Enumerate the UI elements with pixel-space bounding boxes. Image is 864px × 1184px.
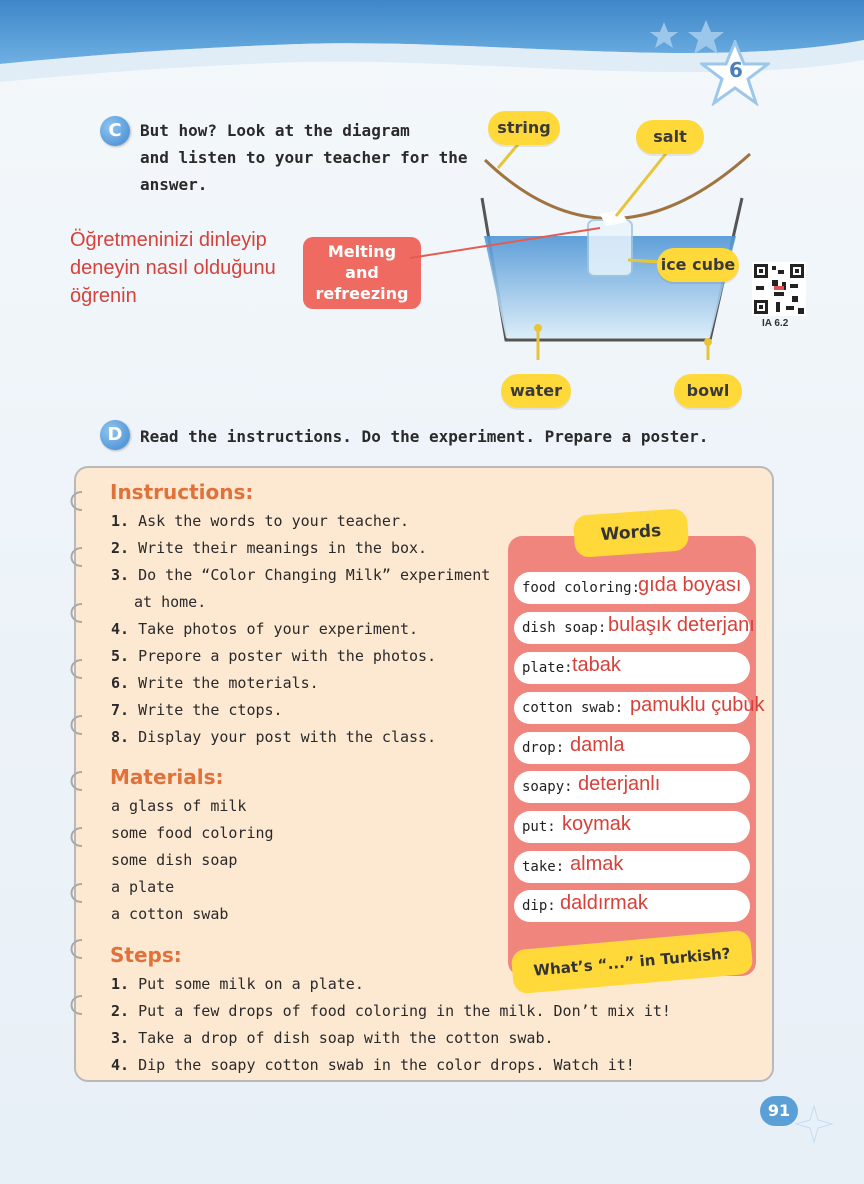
qr-code-icon[interactable] <box>752 262 806 316</box>
section-c-line-1: But how? Look at the diagram <box>140 121 410 140</box>
unit-number: 6 <box>729 58 743 82</box>
turkish-note-line: deneyin nasıl olduğunu <box>70 257 276 279</box>
section-d-text: Read the instructions. Do the experiment. Prepare a poster. <box>140 427 709 446</box>
section-c-badge: C <box>100 116 130 146</box>
process-label <box>303 237 421 309</box>
word-row <box>514 851 750 883</box>
word-row <box>514 692 765 724</box>
word-en: take: <box>522 859 565 875</box>
word-row <box>514 732 750 764</box>
label-string: string <box>488 111 560 145</box>
word-en: plate: <box>522 660 573 676</box>
word-en: dish soap: <box>522 620 607 636</box>
instruction-item: 1. Ask the words to your teacher. <box>111 512 410 530</box>
word-tr: almak <box>570 853 624 875</box>
word-tr: koymak <box>562 813 631 835</box>
word-tr: tabak <box>572 654 621 676</box>
qr-code-label: IA 6.2 <box>762 318 789 329</box>
word-tr: gıda boyası <box>638 574 742 596</box>
word-en: soapy: <box>522 779 573 795</box>
section-c-line-2: and listen to your teacher for the <box>140 148 468 167</box>
material-item: some dish soap <box>111 851 238 869</box>
steps-title: Steps: <box>110 943 182 967</box>
instruction-item: 5. Prepore a poster with the photos. <box>111 647 437 665</box>
instruction-item: 4. Take photos of your experiment. <box>111 620 419 638</box>
label-water: water <box>501 374 571 408</box>
word-en: food coloring: <box>522 580 641 596</box>
process-label-line: refreezing <box>315 284 409 303</box>
word-tr: damla <box>570 734 625 756</box>
sparkle-icon <box>794 1104 834 1144</box>
word-row <box>514 771 750 803</box>
bowl-diagram <box>410 110 760 360</box>
word-tr: daldırmak <box>560 892 648 914</box>
process-label-line: Melting <box>327 242 397 261</box>
instruction-item: 3. Do the “Color Changing Milk” experiment <box>111 566 491 584</box>
instruction-item: 8. Display your post with the class. <box>111 728 437 746</box>
materials-title: Materials: <box>110 765 224 789</box>
word-en: cotton swab: <box>522 700 624 716</box>
material-item: a plate <box>111 878 175 896</box>
instruction-item: 7. Write the ctops. <box>111 701 283 719</box>
instruction-item: 6. Write the moterials. <box>111 674 319 692</box>
step-item: 2. Put a few drops of food coloring in the milk. Don’t mix it! <box>111 1002 671 1020</box>
word-en: dip: <box>522 898 556 914</box>
step-item: 3. Take a drop of dish soap with the cotton swab. <box>111 1029 554 1047</box>
word-row <box>514 652 750 684</box>
instruction-item-cont: at home. <box>134 593 207 611</box>
word-row <box>514 612 755 644</box>
material-item: a cotton swab <box>111 905 229 923</box>
material-item: a glass of milk <box>111 797 247 815</box>
word-row <box>514 890 750 922</box>
word-en: put: <box>522 819 556 835</box>
section-c-line-3: answer. <box>140 175 208 194</box>
label-ice-cube: ice cube <box>657 248 739 282</box>
label-salt: salt <box>636 120 704 154</box>
turkish-note <box>70 226 310 310</box>
turkish-note-line: öğrenin <box>70 285 137 307</box>
step-item: 4. Dip the soapy cotton swab in the color drops. Watch it! <box>111 1056 635 1074</box>
instruction-item: 2. Write their meanings in the box. <box>111 539 428 557</box>
words-title: Words <box>573 508 690 558</box>
word-tr: pamuklu çubuk <box>630 694 765 716</box>
step-item: 1. Put some milk on a plate. <box>111 975 364 993</box>
instructions-title: Instructions: <box>110 480 254 504</box>
word-row <box>514 572 750 604</box>
material-item: some food coloring <box>111 824 274 842</box>
section-d-badge: D <box>100 420 130 450</box>
page-number: 91 <box>760 1096 798 1126</box>
word-en: drop: <box>522 740 565 756</box>
turkish-question: What’s “...” in Turkish? <box>511 930 754 995</box>
notebook-rings-icon <box>66 480 96 1070</box>
word-row <box>514 811 750 843</box>
turkish-note-line: Öğretmeninizi dinleyip <box>70 229 267 251</box>
process-label-line: and <box>345 263 379 282</box>
word-tr: bulaşık deterjanı <box>608 614 755 636</box>
word-tr: deterjanlı <box>578 773 661 795</box>
label-bowl: bowl <box>674 374 742 408</box>
